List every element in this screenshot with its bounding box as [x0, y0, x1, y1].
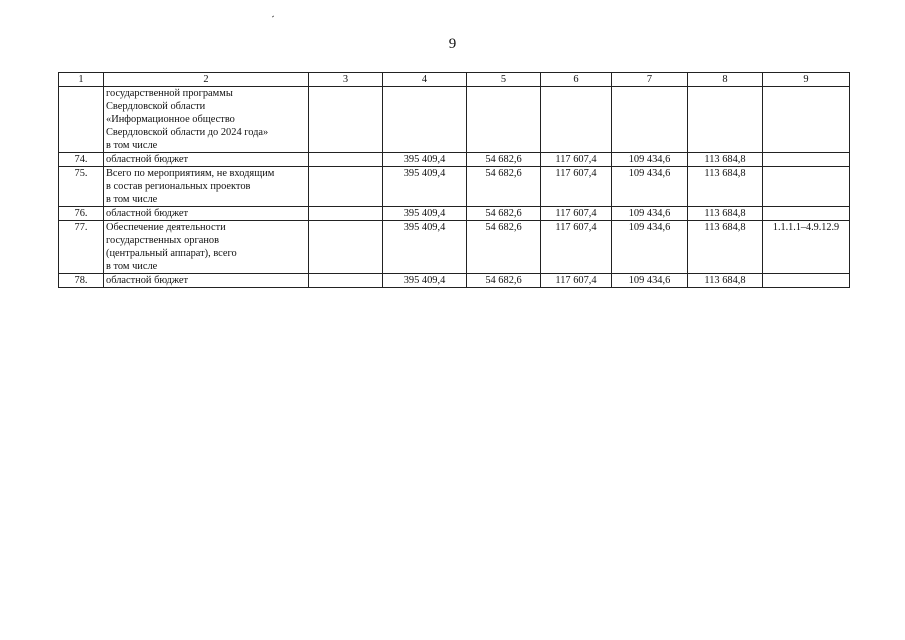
cell-col8: 113 684,8 — [688, 274, 763, 288]
cell-col7: 109 434,6 — [612, 167, 688, 207]
cell-col8: 113 684,8 — [688, 167, 763, 207]
header-cell-3: 3 — [309, 73, 383, 87]
cell-col4 — [383, 87, 467, 153]
table-row — [59, 274, 850, 288]
cell-col5: 54 682,6 — [467, 221, 541, 274]
table-row — [59, 153, 850, 167]
row-number: 77. — [59, 221, 104, 274]
cell-col4: 395 409,4 — [383, 221, 467, 274]
cell-col8: 113 684,8 — [688, 207, 763, 221]
row-description: областной бюджет — [104, 274, 309, 288]
cell-col4: 395 409,4 — [383, 167, 467, 207]
row-description: государственной программы Свердловской области «Информационное общество Свердловской области до 2024 года» в том числе — [104, 87, 309, 153]
cell-col4: 395 409,4 — [383, 207, 467, 221]
page-number: 9 — [448, 36, 457, 52]
cell-col3 — [309, 207, 383, 221]
header-row — [59, 73, 850, 87]
cell-col7: 109 434,6 — [612, 274, 688, 288]
cell-col8 — [688, 87, 763, 153]
cell-col6: 117 607,4 — [541, 274, 612, 288]
header-cell-1: 1 — [59, 73, 104, 87]
cell-col3 — [309, 167, 383, 207]
cell-col5: 54 682,6 — [467, 207, 541, 221]
cell-col6: 117 607,4 — [541, 153, 612, 167]
cell-col7: 109 434,6 — [612, 153, 688, 167]
cell-col9 — [763, 87, 850, 153]
table-row — [59, 167, 850, 207]
row-description: Обеспечение деятельности государственных органов (центральный аппарат), всего в том числе — [104, 221, 309, 274]
budget-table — [58, 72, 850, 288]
row-number — [59, 87, 104, 153]
cell-col8: 113 684,8 — [688, 153, 763, 167]
cell-col6: 117 607,4 — [541, 167, 612, 207]
table-row — [59, 207, 850, 221]
row-number: 74. — [59, 153, 104, 167]
cell-col6: 117 607,4 — [541, 207, 612, 221]
header-cell-6: 6 — [541, 73, 612, 87]
row-number: 78. — [59, 274, 104, 288]
cell-col3 — [309, 221, 383, 274]
row-description: областной бюджет — [104, 153, 309, 167]
cell-col4: 395 409,4 — [383, 153, 467, 167]
cell-col9 — [763, 274, 850, 288]
cell-col3 — [309, 87, 383, 153]
cell-col3 — [309, 274, 383, 288]
header-cell-4: 4 — [383, 73, 467, 87]
cell-col6: 117 607,4 — [541, 221, 612, 274]
cell-col9 — [763, 153, 850, 167]
cell-col7 — [612, 87, 688, 153]
table-row — [59, 221, 850, 274]
cell-col5: 54 682,6 — [467, 274, 541, 288]
header-cell-2: 2 — [104, 73, 309, 87]
cell-col8: 113 684,8 — [688, 221, 763, 274]
cell-col9 — [763, 167, 850, 207]
row-description: Всего по мероприятиям, не входящим в состав региональных проектов в том числе — [104, 167, 309, 207]
header-cell-9: 9 — [763, 73, 850, 87]
table-row — [59, 87, 850, 153]
cell-col5: 54 682,6 — [467, 153, 541, 167]
cell-col3 — [309, 153, 383, 167]
row-number: 75. — [59, 167, 104, 207]
cell-col9: 1.1.1.1–4.9.12.9 — [763, 221, 850, 274]
cell-col9 — [763, 207, 850, 221]
cell-col4: 395 409,4 — [383, 274, 467, 288]
header-cell-7: 7 — [612, 73, 688, 87]
row-number: 76. — [59, 207, 104, 221]
cell-col5: 54 682,6 — [467, 167, 541, 207]
cell-col7: 109 434,6 — [612, 221, 688, 274]
header-cell-8: 8 — [688, 73, 763, 87]
cell-col7: 109 434,6 — [612, 207, 688, 221]
row-description: областной бюджет — [104, 207, 309, 221]
cell-col5 — [467, 87, 541, 153]
cell-col6 — [541, 87, 612, 153]
scan-speck — [272, 15, 274, 17]
header-cell-5: 5 — [467, 73, 541, 87]
